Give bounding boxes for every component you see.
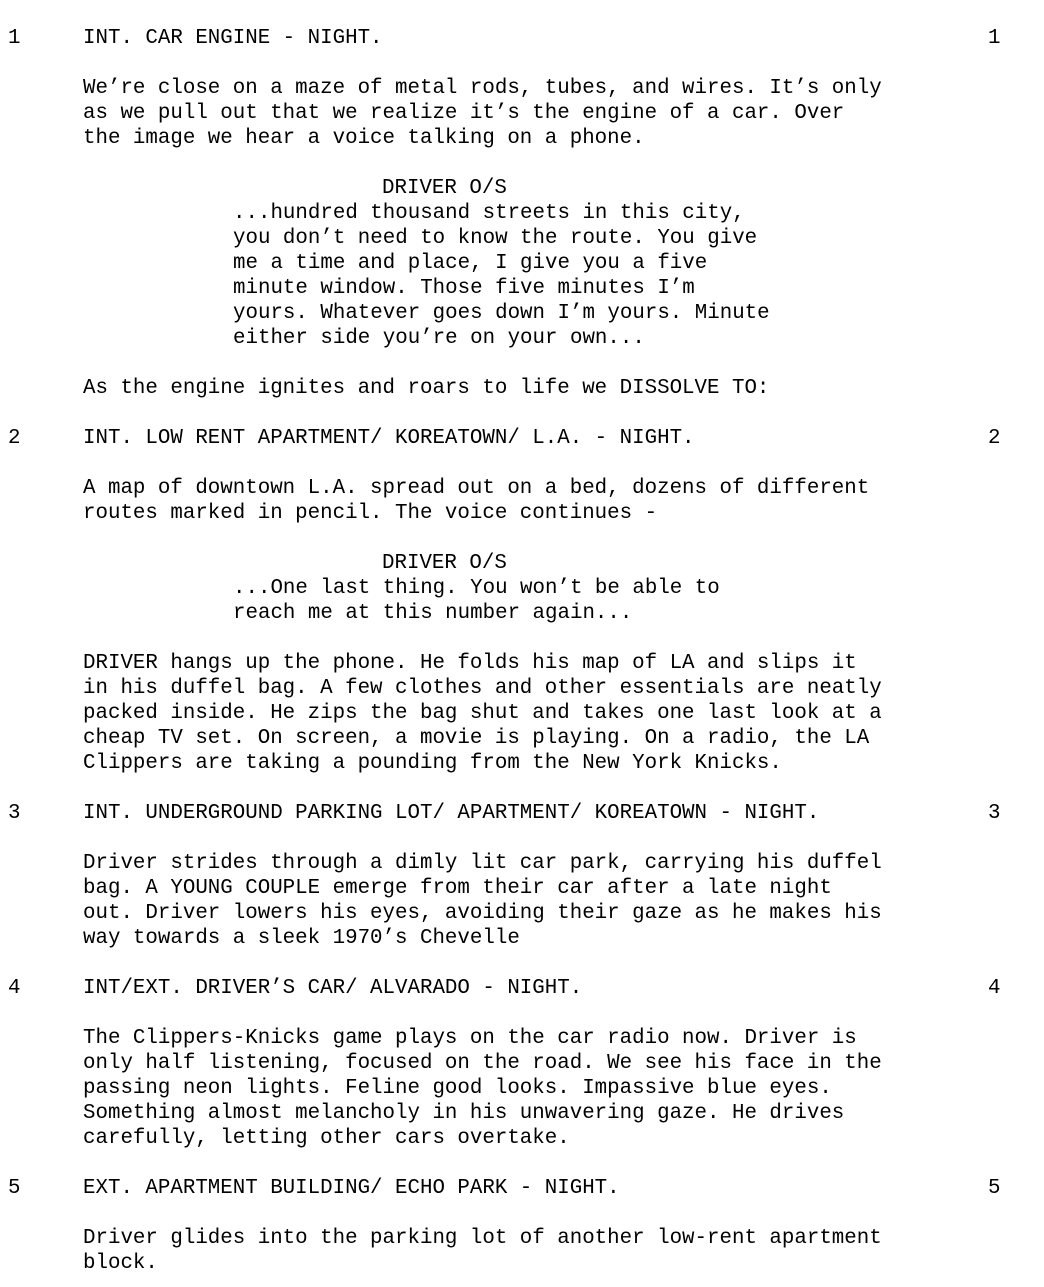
action-line: way towards a sleek 1970’s Chevelle: [83, 927, 520, 950]
action-line: As the engine ignites and roars to life we DISSOLVE TO:: [83, 377, 770, 400]
action-line: routes marked in pencil. The voice continues -: [83, 502, 658, 525]
dialogue-line: yours. Whatever goes down I’m yours. Minute: [233, 302, 770, 325]
action-line: We’re close on a maze of metal rods, tubes, and wires. It’s only: [83, 77, 882, 100]
scene-heading: INT. UNDERGROUND PARKING LOT/ APARTMENT/ KOREATOWN - NIGHT.: [83, 802, 820, 825]
action-line: cheap TV set. On screen, a movie is playing. On a radio, the LA: [83, 727, 870, 750]
scene-number-right: 2: [988, 427, 1001, 450]
scene-number-right: 5: [988, 1177, 1001, 1200]
action-line: Driver glides into the parking lot of another low-rent apartment: [83, 1227, 882, 1250]
scene-number-right: 4: [988, 977, 1001, 1000]
scene-number-right: 3: [988, 802, 1001, 825]
action-line: Driver strides through a dimly lit car park, carrying his duffel: [83, 852, 882, 875]
action-line: the image we hear a voice talking on a phone.: [83, 127, 645, 150]
scene-heading: INT/EXT. DRIVER’S CAR/ ALVARADO - NIGHT.: [83, 977, 583, 1000]
scene-heading: INT. LOW RENT APARTMENT/ KOREATOWN/ L.A. - NIGHT.: [83, 427, 695, 450]
action-line: out. Driver lowers his eyes, avoiding their gaze as he makes his: [83, 902, 882, 925]
action-line: as we pull out that we realize it’s the engine of a car. Over: [83, 102, 845, 125]
scene-heading: INT. CAR ENGINE - NIGHT.: [83, 27, 383, 50]
dialogue-line: either side you’re on your own...: [233, 327, 645, 350]
action-line: Something almost melancholy in his unwavering gaze. He drives: [83, 1102, 845, 1125]
action-line: DRIVER hangs up the phone. He folds his map of LA and slips it: [83, 652, 857, 675]
action-line: passing neon lights. Feline good looks. Impassive blue eyes.: [83, 1077, 832, 1100]
action-line: Clippers are taking a pounding from the New York Knicks.: [83, 752, 782, 775]
character-cue: DRIVER O/S: [382, 552, 507, 575]
dialogue-line: me a time and place, I give you a five: [233, 252, 708, 275]
action-line: in his duffel bag. A few clothes and other essentials are neatly: [83, 677, 882, 700]
character-cue: DRIVER O/S: [382, 177, 507, 200]
action-line: block.: [83, 1252, 158, 1275]
dialogue-line: ...One last thing. You won’t be able to: [233, 577, 720, 600]
scene-number-left: 2: [8, 427, 21, 450]
scene-heading: EXT. APARTMENT BUILDING/ ECHO PARK - NIGHT.: [83, 1177, 620, 1200]
action-line: only half listening, focused on the road. We see his face in the: [83, 1052, 882, 1075]
scene-number-left: 4: [8, 977, 21, 1000]
dialogue-line: you don’t need to know the route. You give: [233, 227, 758, 250]
action-line: The Clippers-Knicks game plays on the car radio now. Driver is: [83, 1027, 857, 1050]
dialogue-line: ...hundred thousand streets in this city,: [233, 202, 745, 225]
dialogue-line: minute window. Those five minutes I’m: [233, 277, 695, 300]
scene-number-left: 1: [8, 27, 21, 50]
scene-number-right: 1: [988, 27, 1001, 50]
action-line: carefully, letting other cars overtake.: [83, 1127, 570, 1150]
dialogue-line: reach me at this number again...: [233, 602, 633, 625]
scene-number-left: 5: [8, 1177, 21, 1200]
scene-number-left: 3: [8, 802, 21, 825]
action-line: bag. A YOUNG COUPLE emerge from their car after a late night: [83, 877, 832, 900]
action-line: packed inside. He zips the bag shut and takes one last look at a: [83, 702, 882, 725]
action-line: A map of downtown L.A. spread out on a bed, dozens of different: [83, 477, 870, 500]
